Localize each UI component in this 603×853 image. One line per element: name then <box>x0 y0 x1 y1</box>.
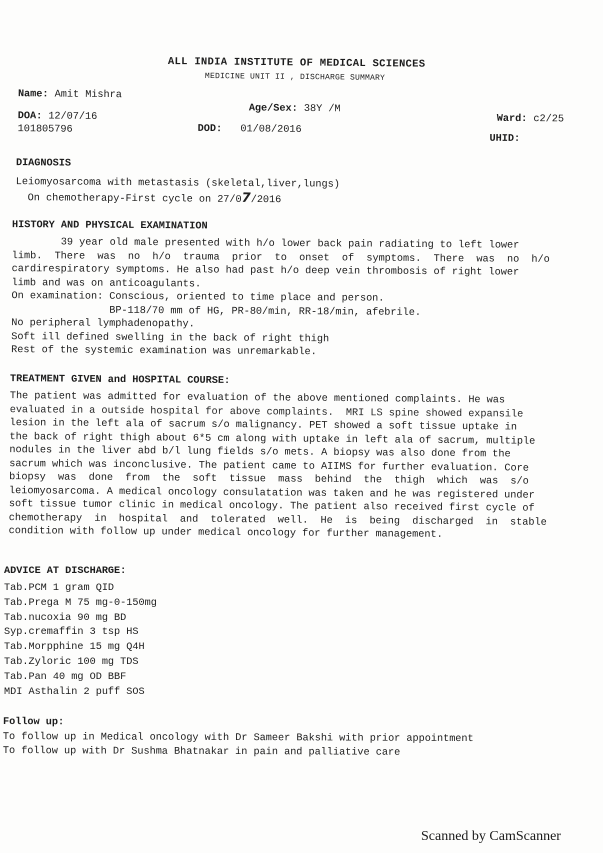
institute-title: ALL INDIA INSTITUTE OF MEDICAL SCIENCES <box>167 56 426 71</box>
medication-item: MDI Asthalin 2 puff SOS <box>4 686 145 698</box>
treatment-line: condition with follow up under medical oncology for further management. <box>8 526 443 541</box>
diagnosis-heading: DIAGNOSIS <box>15 158 72 170</box>
treatment-line: soft tissue tumor clinic in medical oncology. The patient also received first cycle of <box>8 499 535 515</box>
name-label: Name: <box>17 89 49 101</box>
history-line: limb and was on anticoagulants. <box>11 277 202 290</box>
medication-item: Tab.nucoxia 90 mg BD <box>4 612 127 624</box>
history-line: limb. There was no h/o trauma prior to onset of symptoms. There was no h/o <box>11 250 550 266</box>
treatment-line: nodules in the liver abd b/l lung fields s/o mets. A biopsy was also done from the <box>9 445 511 461</box>
medication-item: Tab.Morpphine 15 mg Q4H <box>4 642 145 654</box>
treatment-line: lesion in the left ala of sacrum s/o malignancy. PET showed a soft tissue uptake in <box>9 418 518 434</box>
followup-line: To follow up with Dr Sushma Bhatnakar in pain and palliative care <box>2 746 401 759</box>
medication-item: Syp.cremaffin 3 tsp HS <box>4 627 139 639</box>
ward-value: c2/25 <box>533 114 565 126</box>
advice-heading: ADVICE AT DISCHARGE: <box>4 566 127 577</box>
history-line: Rest of the systemic examination was unremarkable. <box>11 345 317 359</box>
treatment-line: the back of right thigh about 6*5 cm along with uptake in left ala of sacrum, multiple <box>9 431 536 448</box>
treatment-line: biopsy was done from the soft tissue mass behind the thigh which was s/o <box>9 472 529 488</box>
dod-value: 01/08/2016 <box>240 124 302 136</box>
medication-item: Tab.PCM 1 gram QID <box>4 583 115 594</box>
history-heading: HISTORY AND PHYSICAL EXAMINATION <box>11 220 208 233</box>
history-line: BP-118/70 mm of HG, PR-80/min, RR-18/min, afebrile. <box>11 304 422 319</box>
medication-item: Tab.Pan 40 mg OD BBF <box>4 671 127 683</box>
medication-item: Tab.Prega M 75 mg-0-150mg <box>4 597 157 609</box>
treatment-line: chemotherapy in hospital and tolerated well. He is being discharged in stable <box>8 512 547 529</box>
patient-id: 101805796 <box>17 124 73 136</box>
diagnosis-line-1: Leiomyosarcoma with metastasis (skeletal,liver,lungs) <box>15 177 340 191</box>
age-sex-value: 38Y /M <box>303 103 341 116</box>
handwritten-correction: 7 <box>241 190 251 206</box>
treatment-line: The patient was admitted for evaluation of the above mentioned complaints. He was <box>9 391 506 407</box>
treatment-heading: TREATMENT GIVEN and HOSPITAL COURSE: <box>9 374 231 388</box>
treatment-line: sacrum which was inconclusive. The patient came to AIIMS for further evaluation. Core <box>9 458 529 475</box>
unit-subtitle: MEDICINE UNIT II , DISCHARGE SUMMARY <box>204 72 386 83</box>
history-line: 39 year old male presented with h/o lower back pain radiating to left lower <box>11 237 520 252</box>
history-line: Soft ill defined swelling in the back of right thigh <box>11 331 330 345</box>
age-sex-label: Age/Sex: <box>248 103 298 115</box>
treatment-line: evaluated in a outside hospital for above complaints. MRI LS spine showed expansile <box>9 404 524 421</box>
chemo-year: /2016 <box>250 194 282 207</box>
followup-heading: Follow up: <box>2 717 65 729</box>
dod-label: DOD: <box>197 123 223 136</box>
followup-line: To follow up in Medical oncology with Dr Sameer Bakshi with prior appointment <box>2 732 474 746</box>
history-line: On examination: Conscious, oriented to time place and person. <box>11 291 385 305</box>
treatment-line: leiomyosarcoma. A medical oncology consulatation was taken and he was registered under <box>8 485 535 502</box>
ward-label: Ward: <box>496 113 528 126</box>
doa-label: DOA: <box>17 111 43 123</box>
history-line: cardirespiratory symptoms. He also had past h/o deep vein thrombosis of right lower <box>11 264 520 279</box>
medication-item: Tab.Zyloric 100 mg TDS <box>4 656 139 668</box>
uhid-label: UHID: <box>489 133 521 145</box>
patient-name: Amit Mishra <box>54 89 122 102</box>
history-line: No peripheral lymphadenopathy. <box>11 318 195 331</box>
doa-value: 12/07/16 <box>48 111 98 123</box>
chemo-text: On chemotherapy-First cycle on 27/0 <box>27 193 242 206</box>
camscanner-watermark: Scanned by CamScanner <box>421 829 561 844</box>
